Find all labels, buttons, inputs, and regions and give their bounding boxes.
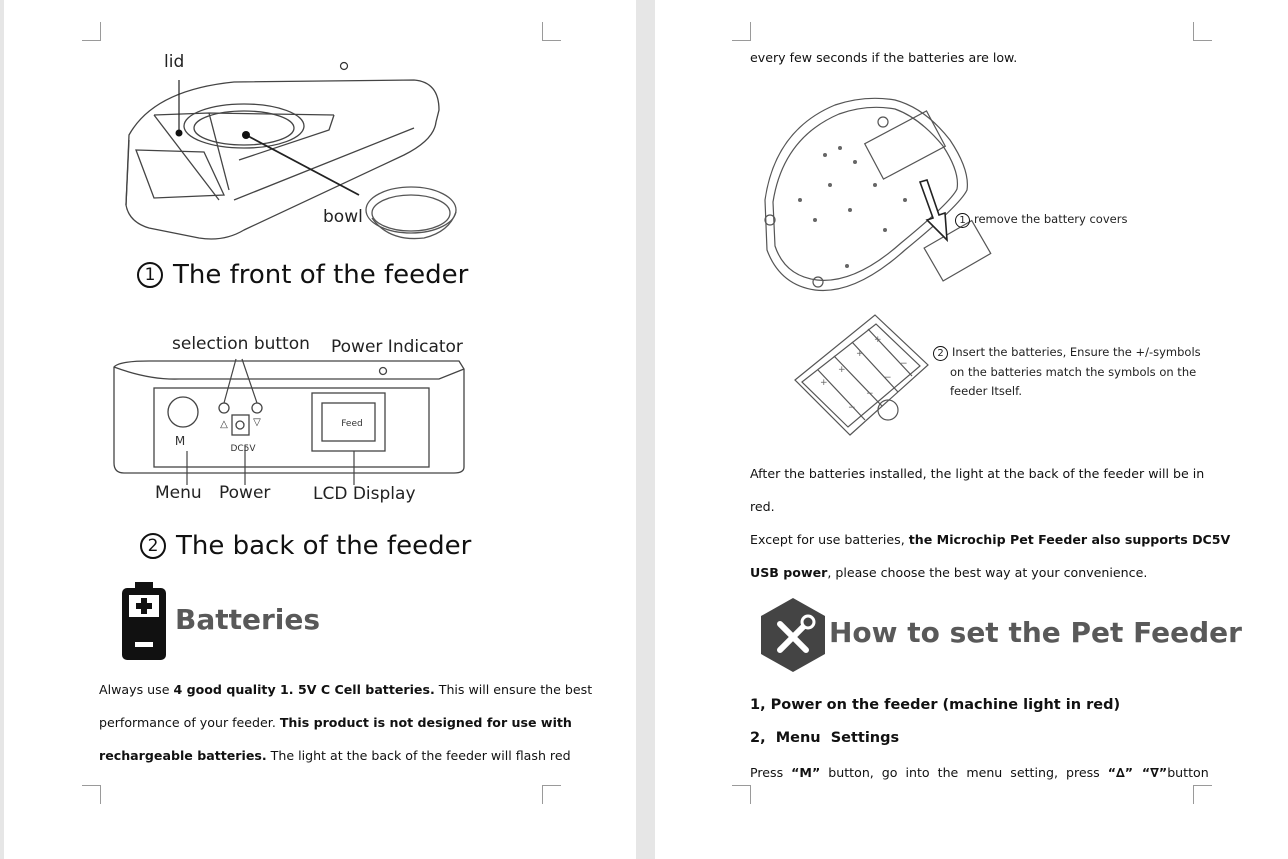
caption-number: 2 [140, 533, 166, 559]
down-symbol: ▽ [253, 417, 261, 428]
lcd-display-label: LCD Display [313, 484, 416, 504]
batteries-heading: Batteries [175, 603, 321, 636]
feed-label: Feed [341, 419, 363, 429]
step-2-line-3: feeder Itself. [950, 384, 1022, 398]
svg-text:−: − [900, 359, 908, 369]
power-label: Power [219, 483, 271, 503]
menu-label: Menu [155, 483, 202, 503]
bowl-label: bowl [323, 207, 363, 227]
paragraph-line-3: rechargeable batteries. The light at the back of the feeder will flash red [99, 748, 571, 763]
howto-heading: How to set the Pet Feeder [829, 616, 1242, 649]
except-text: Except for use batteries, the Microchip Pet Feeder also supports DC5V [750, 532, 1231, 547]
crop-mark [82, 22, 101, 41]
svg-text:+: + [838, 365, 846, 375]
paragraph-line-2: performance of your feeder. This product is not designed for use with [99, 715, 572, 730]
crop-mark [732, 785, 751, 804]
svg-text:−: − [866, 389, 874, 399]
crop-mark [1193, 785, 1212, 804]
m-label: M [174, 434, 186, 448]
svg-text:+: + [856, 349, 864, 359]
paragraph-line-1: Always use 4 good quality 1. 5V C Cell batteries. This will ensure the best [99, 682, 593, 697]
battery-icon [120, 582, 168, 662]
step-2-line-1: 2 Insert the batteries, Ensure the +/-symbols [933, 345, 1201, 361]
tools-icon [758, 596, 828, 674]
caption-number: 1 [137, 262, 163, 288]
svg-text:−: − [848, 403, 856, 413]
step-item-1: 1, Power on the feeder (machine light in red) [750, 697, 1121, 713]
lid-label: lid [164, 52, 185, 72]
crop-mark [542, 785, 561, 804]
up-symbol: △ [220, 419, 228, 430]
crop-mark [82, 785, 101, 804]
battery-cover-illustration [755, 90, 995, 300]
feeder-front-illustration [114, 60, 474, 250]
step-1-label: 1 remove the battery covers [955, 212, 1127, 228]
after-text-line-1: After the batteries installed, the light at the back of the feeder will be in [750, 466, 1205, 481]
crop-mark [542, 22, 561, 41]
battery-insert-illustration [790, 310, 940, 450]
svg-text:+: + [820, 378, 828, 388]
step-item-2: 2, Menu Settings [750, 730, 900, 746]
figure-caption-back: 2 The back of the feeder [140, 531, 471, 561]
power-indicator-label: Power Indicator [331, 337, 463, 357]
figure-caption-front: 1 The front of the feeder [137, 260, 468, 290]
crop-mark [732, 22, 751, 41]
continued-text: every few seconds if the batteries are low. [750, 50, 1018, 65]
svg-text:+: + [874, 335, 882, 345]
document-page-right [655, 0, 1288, 859]
crop-mark [1193, 22, 1212, 41]
selection-button-label: selection button [172, 334, 310, 354]
feeder-back-illustration [109, 355, 474, 485]
press-text: Press “M” button, go into the menu setting, press “∆” “∇”button [750, 765, 1209, 780]
document-page-left [4, 0, 636, 859]
step-2-line-2: on the batteries match the symbols on the [950, 365, 1197, 379]
usb-text: USB power, please choose the best way at your convenience. [750, 565, 1148, 580]
after-text-line-2: red. [750, 499, 775, 514]
svg-text:−: − [884, 373, 892, 383]
dc-label: DC5V [230, 444, 256, 454]
